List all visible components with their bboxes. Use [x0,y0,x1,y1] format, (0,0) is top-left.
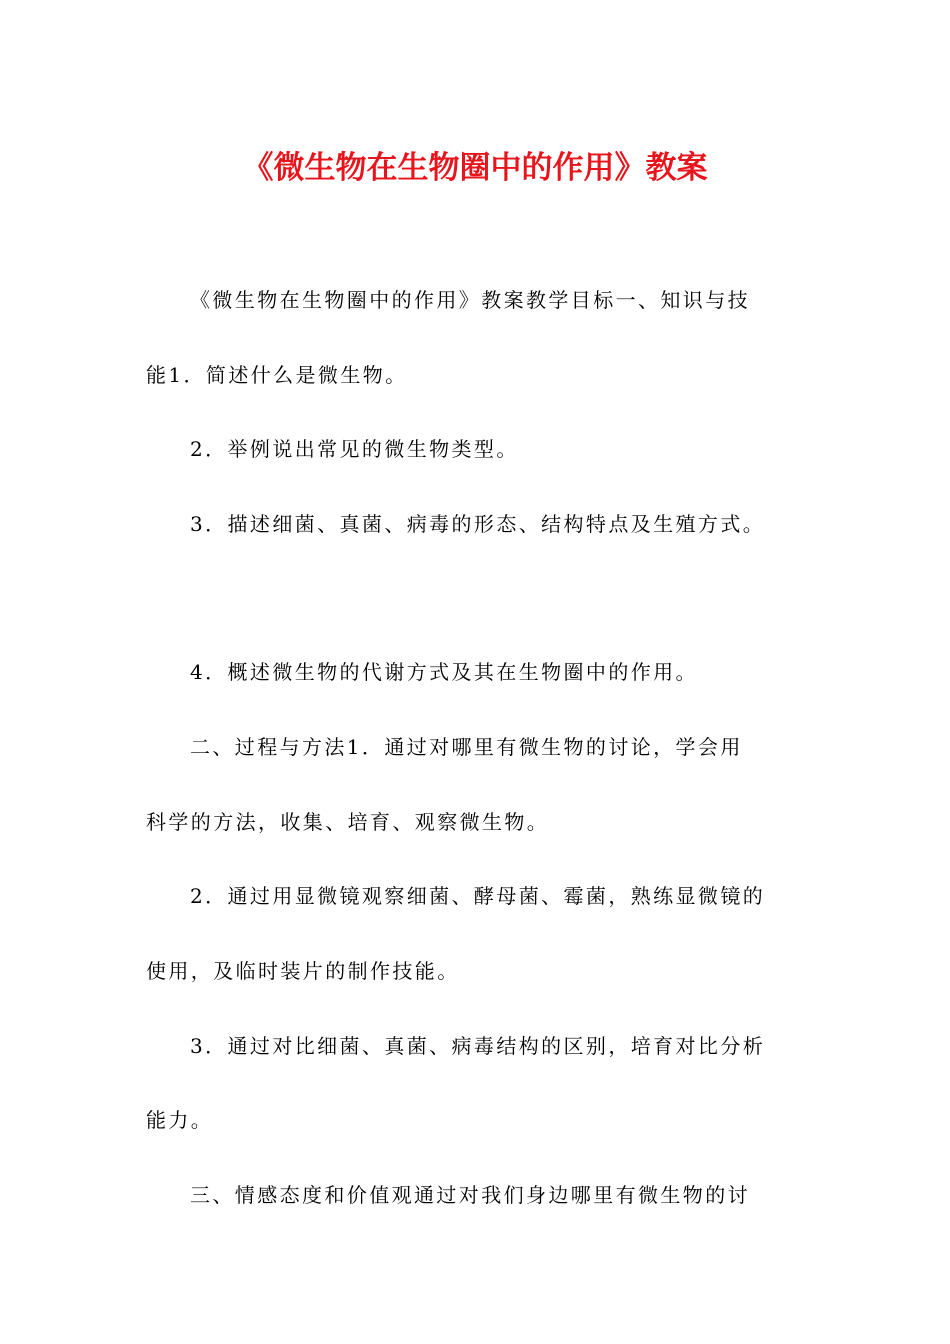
paragraph-line: 2．举例说出常见的微生物类型。 [190,437,519,461]
paragraph-line: 三、情感态度和价值观通过对我们身边哪里有微生物的讨 [190,1183,750,1207]
paragraph-line: 科学的方法，收集、培育、观察微生物。 [146,810,550,834]
paragraph-line: 能1．简述什么是微生物。 [146,363,408,387]
document-title: 《微生物在生物圈中的作用》教案 [242,150,708,186]
paragraph-line: 使用，及临时装片的制作技能。 [146,959,460,983]
paragraph-line: 3．描述细菌、真菌、病毒的形态、结构特点及生殖方式。 [190,512,766,536]
paragraph-line: 3．通过对比细菌、真菌、病毒结构的区别，培育对比分析 [190,1034,766,1058]
paragraph-line: 4．概述微生物的代谢方式及其在生物圈中的作用。 [190,660,698,684]
paragraph-line: 2．通过用显微镜观察细菌、酵母菌、霉菌，熟练显微镜的 [190,884,766,908]
paragraph-line: 二、过程与方法1．通过对哪里有微生物的讨论，学会用 [190,735,743,759]
paragraph-line: 《微生物在生物圈中的作用》教案教学目标一、知识与技 [190,288,750,312]
paragraph-line: 能力。 [146,1108,214,1132]
